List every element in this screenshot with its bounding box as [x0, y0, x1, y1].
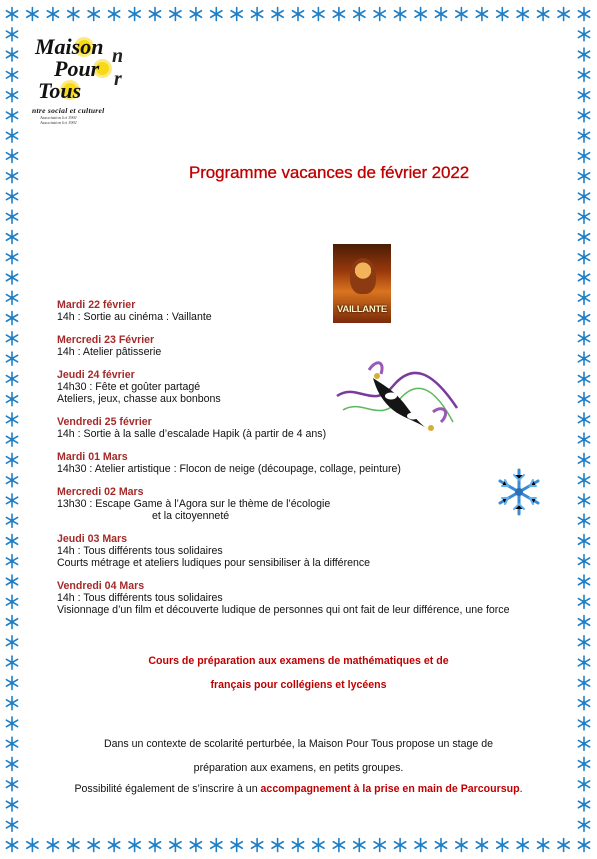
logo-ghost-letter: r: [114, 68, 122, 90]
schedule-activity: 14h30 : Atelier artistique : Flocon de neige (découpage, collage, peinture): [57, 463, 401, 475]
logo-ghost-letter: n: [112, 45, 124, 67]
schedule-day-title: Jeudi 03 Mars: [57, 533, 128, 545]
info-paragraph-line: Dans un contexte de scolarité perturbée, la Maison Pour Tous propose un stage de: [103, 738, 494, 750]
logo-small-text: Association loi 1901: [40, 115, 77, 120]
schedule-day-title: Mercredi 02 Mars: [57, 486, 144, 498]
logo-word-3: Tous: [38, 78, 82, 103]
schedule-day-title: Vendredi 04 Mars: [57, 580, 145, 592]
schedule-activity: et la citoyenneté: [152, 510, 230, 522]
info-paragraph-line: préparation aux examens, en petits groupes.: [193, 762, 404, 774]
schedule-activity: Visionnage d’un film et découverte ludique de personnes qui ont fait de leur différence, une force: [57, 604, 510, 616]
logo-tagline: ntre social et culturel: [32, 106, 105, 115]
schedule-day-title: Mercredi 23 Février: [57, 334, 155, 346]
parcoursup-highlight: accompagnement à la prise en main de Parcoursup: [260, 783, 520, 795]
schedule-activity: 14h : Tous différents tous solidaires: [57, 545, 223, 557]
parcoursup-text-end: .: [519, 783, 523, 795]
schedule-activity: 14h : Atelier pâtisserie: [57, 346, 162, 358]
logo-word-1: Maison: [35, 34, 104, 59]
schedule-day-title: Vendredi 25 février: [57, 416, 152, 428]
schedule-activity: Courts métrage et ateliers ludiques pour sensibiliser à la différence: [57, 557, 371, 569]
courses-heading-line: Cours de préparation aux examens de mathématiques et de: [148, 655, 449, 667]
schedule-activity: 14h : Tous différents tous solidaires: [57, 592, 223, 604]
schedule-activity: 14h30 : Fête et goûter partagé: [57, 381, 201, 393]
parcoursup-text: Possibilité également de s’inscrire à un: [74, 783, 261, 795]
schedule-activity: 14h : Sortie à la salle d’escalade Hapik (à partir de 4 ans): [57, 428, 327, 440]
courses-heading-line: français pour collégiens et lycéens: [210, 679, 387, 691]
poster-title: VAILLANTE: [337, 304, 387, 315]
schedule-activity: 14h : Sortie au cinéma : Vaillante: [57, 311, 212, 323]
logo-word-2: Pour: [54, 56, 100, 81]
logo-small-text: Association loi 1901: [40, 120, 77, 125]
schedule-day-title: Mardi 01 Mars: [57, 451, 128, 463]
schedule-activity: Ateliers, jeux, chasse aux bonbons: [57, 393, 221, 405]
page-title: Programme vacances de février 2022: [189, 163, 470, 182]
schedule-activity: 13h30 : Escape Game à l’Agora sur le thème de l’écologie: [57, 498, 331, 510]
schedule-day-title: Jeudi 24 février: [57, 369, 135, 381]
schedule-day-title: Mardi 22 février: [57, 299, 136, 311]
parcoursup-paragraph: [0, 783, 597, 795]
